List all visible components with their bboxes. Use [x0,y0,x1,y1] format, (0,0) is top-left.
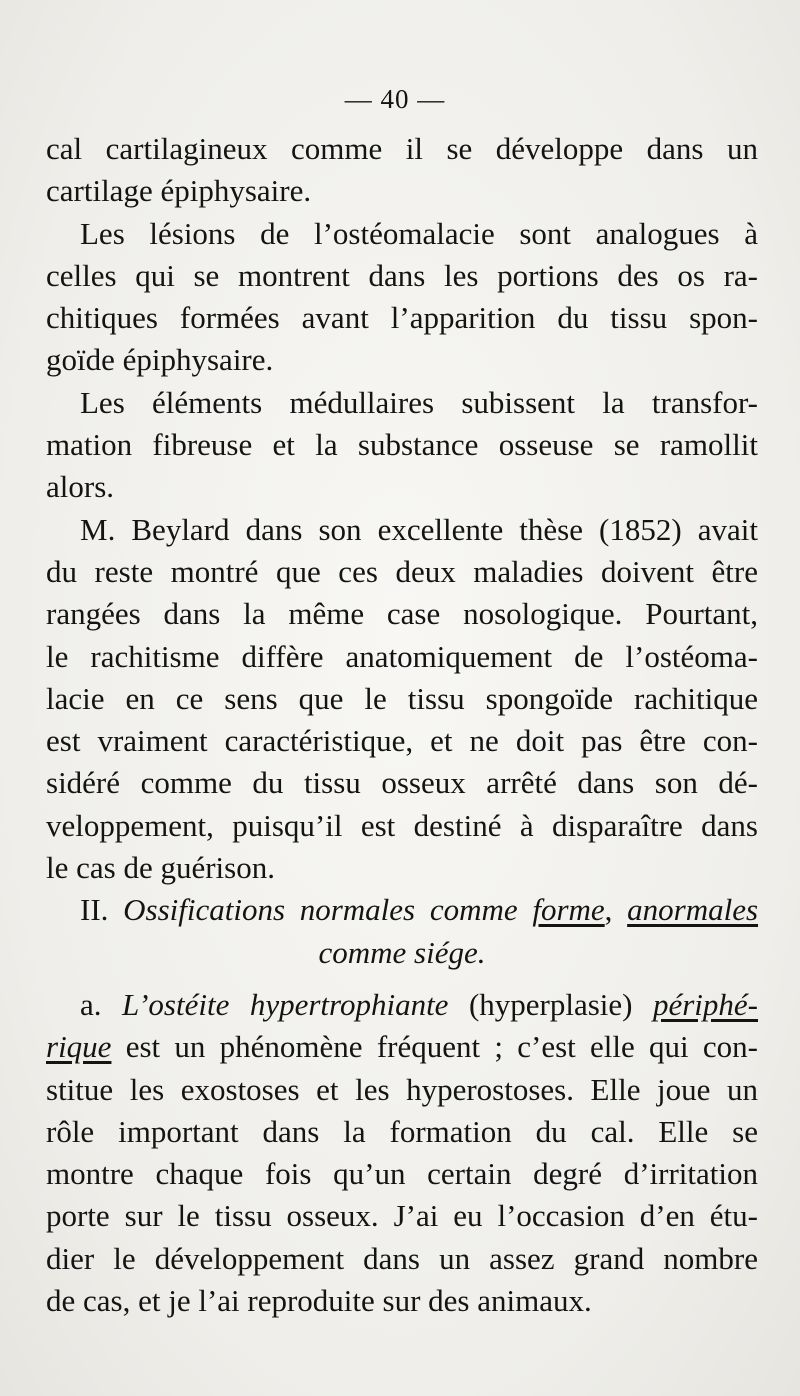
text-line: le rachitisme diffère anatomiquement de l’ostéoma- [46,638,758,674]
paragraph-label: a. [80,986,102,1022]
text-line: mation fibreuse et la substance osseuse se ramollit [46,427,758,463]
term-italic: L’ostéite hypertrophiante [122,986,449,1022]
spacer [46,974,758,984]
gloss: (hyperplasie) [468,986,633,1022]
section-title-part: Ossifications normales comme [123,892,518,928]
text-line: lacie en ce sens que le tissu spongoïde rachitique [46,680,758,716]
section-title-part: comme siége. [318,934,486,970]
text-line: est vraiment caractéristique, et ne doit pas être con- [46,723,758,759]
text-line: alors. [46,469,115,505]
text-line: cartilage épiphysaire. [46,173,312,209]
text-line: montre chaque fois qu’un certain degré d’irritation [46,1156,758,1192]
body-text [46,128,758,1322]
text-line [46,984,758,1026]
section-title-emphasis: forme [532,892,605,928]
text-line: du reste montré que ces deux maladies doivent être [46,553,758,589]
text-line: de cas, et je l’ai reproduite sur des animaux. [46,1283,592,1319]
text-line: sidéré comme du tissu osseux arrêté dans son dé- [46,765,758,801]
text-line: rangées dans la même case nosologique. Pourtant, [46,596,758,632]
text-line: rôle important dans la formation du cal. Elle se [46,1113,758,1149]
section-number: II. [80,892,109,928]
text-line: stitue les exostoses et les hyperostoses. Elle joue un [46,1071,758,1107]
text-line: dier le développement dans un assez grand nombre [46,1240,758,1276]
text-line: porte sur le tissu osseux. J’ai eu l’occasion d’en étu- [46,1198,758,1234]
term-italic-underlined: périphé- [652,986,759,1022]
text-line: celles qui se montrent dans les portions des os ra- [46,257,758,293]
section-heading-line-2 [46,932,758,974]
page-number: — 40 — [344,84,446,114]
section-heading [46,889,758,931]
text-line: Les lésions de l’ostéomalacie sont analogues à [80,215,758,251]
text-line: chitiques formées avant l’apparition du tissu spon- [46,300,758,336]
text-line: le cas de guérison. [46,850,275,886]
text-line: M. Beylard dans son excellente thèse (1852) avait [80,511,758,547]
text-line: Les éléments médullaires subissent la transfor- [80,384,758,420]
text-run: est un phénomène fréquent ; c’est elle qui con- [125,1029,758,1065]
section-title-emphasis: anormales [627,892,759,928]
section-title-comma: , [604,892,613,928]
text-line [46,1026,758,1068]
text-line: veloppement, puisqu’il est destiné à disparaître dans [46,807,758,843]
term-italic-underlined: rique [46,1029,112,1065]
text-line: goïde épiphysaire. [46,342,274,378]
text-line: cal cartilagineux comme il se développe dans un [46,131,758,166]
